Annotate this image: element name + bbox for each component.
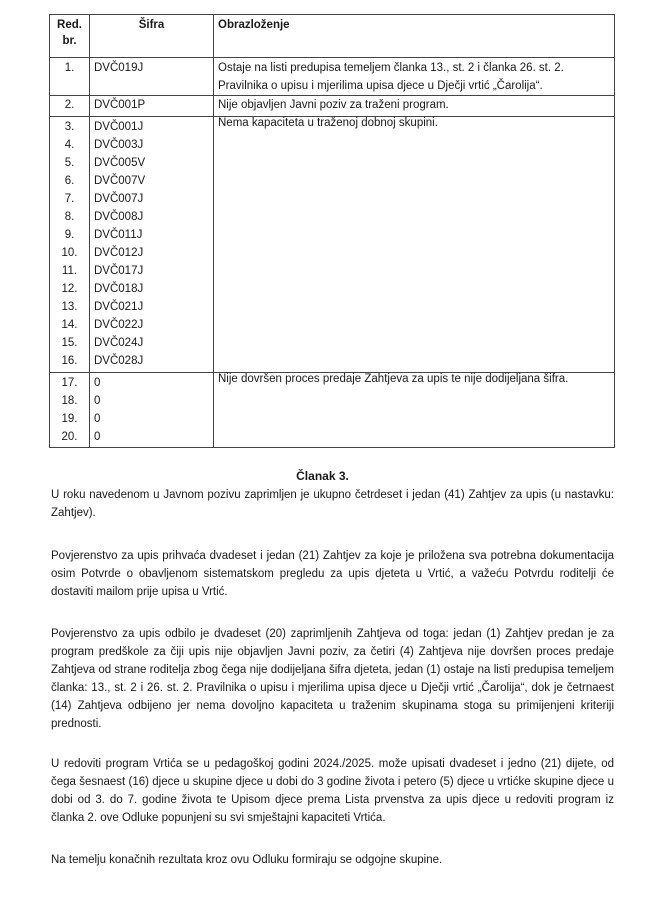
row-reason: Nema kapaciteta u traženoj dobnoj skupini. — [214, 117, 615, 373]
paragraph-received: U roku navedenom u Javnom pozivu zaprimljen je ukupno četrdeset i jedan (41) Zahtjev za upis (u nastavku: Zahtjev). — [51, 489, 614, 519]
paragraph-capacity: U redoviti program Vrtića se u pedagoškoj godini 2024./2025. može upisati dvadeset i jedno (21) dijete, od čega šesnaest (16) djece u skupine djece u dobi do 3 godine života i petero (5) djece u vrtićke skupine djece u dobi od 3. do 7. godine života te Upisom djece prema Lista prvenstva za upis djece u redoviti program iz članka 2. ove Odluke popunjeni su svi smještajni kapaciteti Vrtića. — [51, 758, 614, 824]
row-code: DVČ001P — [90, 96, 214, 117]
row-num: 2. — [50, 96, 90, 117]
row-code: DVČ019J — [90, 58, 214, 96]
row-num: 12. — [61, 283, 78, 295]
row-code: DVČ021J — [94, 301, 144, 313]
row-code: DVČ024J — [94, 337, 144, 349]
row-num: 20. — [61, 431, 78, 443]
row-reason: Nije dovršen proces predaje Zahtjeva za upis te nije dodijeljana šifra. — [214, 373, 615, 448]
table-row — [50, 58, 615, 96]
row-code: DVČ022J — [94, 319, 144, 331]
row-code: DVČ011J — [94, 229, 143, 241]
row-num: 7. — [64, 193, 75, 205]
paragraph-rejected: Povjerenstvo za upis odbilo je dvadeset (20) zaprimljenih Zahtjeva od toga: jedan (1) Zahtjev predan je za program predškole za čiji upis nije objavljen Javni poziv, za četiri (4) Zahtjeva nije dovršen proces predaje Zahtjeva od strane roditelja zbog čega nije dodijeljana šifra djeteta, jedan (1) ostaje na listi predupisa temeljem članka: 13., st. 2 i 26. st. 2. Pravilnika o upisu i mjerilima upisa djece u Dječji vrtić „Čarolija“, dok je četrnaest (14) Zahtjeva odbijeno jer nema dovoljno kapaciteta u traženim skupinama stoga su primijenjeni kriteriji prednosti. — [51, 628, 614, 730]
row-num: 9. — [64, 229, 75, 241]
row-code: DVČ028J — [94, 355, 144, 367]
row-num: 14. — [61, 319, 78, 331]
row-code: DVČ008J — [94, 211, 144, 223]
row-code: 0 — [94, 413, 101, 425]
row-num-list — [50, 117, 90, 373]
row-num: 16. — [61, 355, 78, 367]
row-code: DVČ007J — [94, 193, 144, 205]
row-code: DVČ012J — [94, 247, 144, 259]
row-code: 0 — [94, 431, 101, 443]
row-code: DVČ017J — [94, 265, 144, 277]
article-title: Članak 3. — [296, 469, 349, 483]
row-num: 13. — [61, 301, 78, 313]
row-code: 0 — [94, 377, 101, 389]
table-row-group — [50, 117, 615, 373]
row-code: DVČ001J — [94, 121, 144, 133]
row-reason: Nije objavljen Javni poziv za traženi program. — [214, 96, 615, 117]
row-num: 11. — [61, 265, 78, 277]
table-row — [50, 96, 615, 117]
row-num: 19. — [61, 413, 78, 425]
row-code: DVČ007V — [94, 175, 146, 187]
header-num: Red. br. — [50, 15, 90, 58]
row-num: 8. — [64, 211, 75, 223]
rejection-table — [49, 14, 615, 448]
row-num: 6. — [64, 175, 75, 187]
row-code: DVČ003J — [94, 139, 144, 151]
row-num: 10. — [61, 247, 78, 259]
table-header-row — [50, 15, 615, 58]
row-num: 5. — [64, 157, 75, 169]
row-code: DVČ005V — [94, 157, 146, 169]
row-code: DVČ018J — [94, 283, 144, 295]
header-code: Šifra — [90, 15, 214, 58]
row-code-list — [90, 117, 214, 373]
row-num: 15. — [61, 337, 78, 349]
paragraph-accepted: Povjerenstvo za upis prihvaća dvadeset i jedan (21) Zahtjev za koje je priložena sva potrebna dokumentacija osim Potvrde o obavljenom sistematskom pregledu za upis djeteta u Vrtić, a važeću Potvrdu roditelji će dostaviti mailom prije upisa u Vrtić. — [51, 550, 614, 598]
row-num: 1. — [50, 58, 90, 96]
paragraph-groups: Na temelju konačnih rezultata kroz ovu Odluku formiraju se odgojne skupine. — [51, 854, 443, 866]
row-num: 3. — [64, 121, 75, 133]
table-row-group — [50, 373, 615, 448]
row-code: 0 — [94, 395, 101, 407]
row-code-list — [90, 373, 214, 448]
row-num-list — [50, 373, 90, 448]
row-num: 17. — [61, 377, 78, 389]
header-reason: Obrazloženje — [214, 15, 615, 58]
row-reason: Ostaje na listi predupisa temeljem članka 13., st. 2 i članka 26. st. 2. Pravilnika o upisu i mjerilima upisa djece u Dječji vrtić „Čarolija“. — [214, 58, 615, 96]
row-num: 18. — [61, 395, 78, 407]
row-num: 4. — [64, 139, 75, 151]
